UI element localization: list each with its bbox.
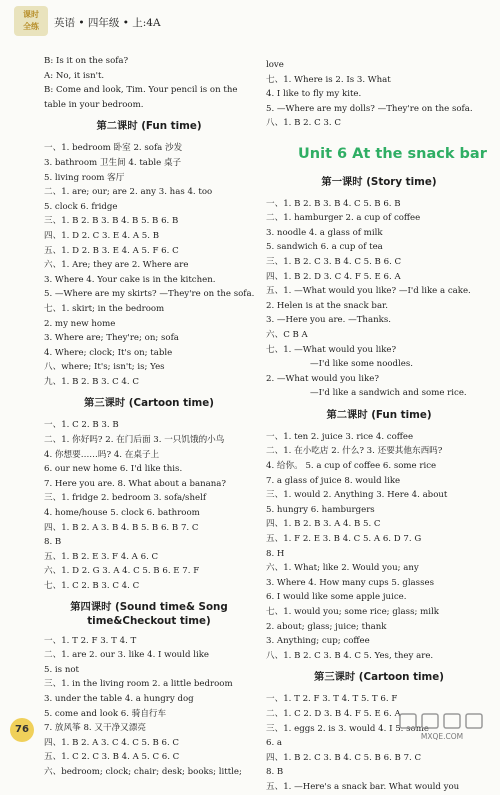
answer-line: 二、1. hamburger 2. a cup of coffee: [266, 213, 421, 224]
answer-line: 2. —What would you like?: [266, 373, 379, 384]
answer-line: 五、1. D 2. B 3. E 4. A 5. F 6. C: [44, 245, 179, 256]
answer-line: 5. sandwich 6. a cup of tea: [266, 242, 383, 253]
answer-line: 5. —Where are my dolls? —They're on the sofa.: [266, 103, 473, 114]
section-title-cartoon-time: 第三课时 (Cartoon time): [84, 397, 214, 410]
book-logo: [14, 6, 48, 36]
answer-line: 七、1. would you; some rice; glass; milk: [266, 607, 439, 617]
answer-line: 七、1. —What would you like?: [266, 344, 397, 355]
watermark-glyph-icon: [394, 711, 490, 731]
answer-line: 3. Where are; They're; on; sofa: [44, 333, 179, 344]
answer-line: 3. Anything; cup; coffee: [266, 636, 370, 647]
answer-line: 6. a: [266, 738, 283, 749]
answer-line: 三、1. B 2. B 3. B 4. B 5. B 6. B: [44, 216, 179, 227]
answer-line: 五、1. F 2. E 3. B 4. C 5. A 6. D 7. G: [266, 534, 422, 545]
answer-line: 七、1. C 2. B 3. C 4. C: [44, 581, 140, 591]
answer-line: 二、1. are; our; are 2. any 3. has 4. too: [44, 187, 213, 198]
answer-line: 7. 放风筝 8. 又干净又漂亮: [44, 723, 146, 734]
answer-line: 三、1. fridge 2. bedroom 3. sofa/shelf: [44, 493, 207, 504]
answer-line: 二、1. are 2. our 3. like 4. I would like: [44, 650, 209, 661]
answer-line: 一、1. T 2. F 3. T 4. T 5. T 6. F: [266, 694, 398, 705]
section-title-story-time: 第一课时 (Story time): [321, 175, 437, 188]
section-title-sound-song-checkout: 第四课时 (Sound time& Song time&Checkout time): [70, 600, 228, 627]
answer-line: 4. home/house 5. clock 6. bathroom: [44, 508, 200, 519]
answer-line: B: Come and look, Tim. Your pencil is on the: [44, 85, 238, 96]
answer-line: 七、1. Where is 2. Is 3. What: [266, 74, 391, 85]
answer-line: —I'd like a sandwich and some rice.: [310, 388, 467, 399]
answer-line: 五、1. B 2. E 3. F 4. A 6. C: [44, 551, 159, 562]
answer-line: 8. B: [266, 767, 284, 778]
answer-line: 4. Where; clock; It's on; table: [44, 347, 173, 358]
answer-line: 六、C B A: [266, 329, 308, 340]
answer-line: 八、1. B 2. C 3. C: [266, 118, 341, 129]
answer-line: 五、1. —Here's a snack bar. What would you: [266, 781, 460, 792]
answer-line: 7. a glass of juice 8. would like: [266, 475, 401, 486]
answer-line: 二、1. 你好吗? 2. 在门后面 3. 一只饥饿的小鸟: [44, 435, 225, 446]
answer-line: 三、1. eggs 2. is 3. would 4. I 5. some: [266, 723, 429, 734]
answer-line: 3. —Here you are. —Thanks.: [266, 315, 391, 326]
answer-line: 5. living room 客厅: [44, 172, 125, 183]
answer-line: 四、1. B 2. B 3. A 4. B 5. C: [266, 519, 381, 530]
logo-text-top: 课时: [23, 10, 39, 19]
answer-line: 一、1. ten 2. juice 3. rice 4. coffee: [266, 431, 414, 442]
answer-line: 六、1. What; like 2. Would you; any: [266, 563, 419, 574]
answer-line: 2. my new home: [44, 318, 116, 329]
answer-line: 五、1. C 2. C 3. B 4. A 5. C 6. C: [44, 752, 180, 763]
answer-line: 八、where; It's; isn't; is; Yes: [44, 362, 165, 373]
logo-text-bottom: 全练: [23, 22, 39, 31]
answer-line: 6. our new home 6. I'd like this.: [44, 464, 183, 475]
answer-line: 六、1. Are; they are 2. Where are: [44, 260, 189, 271]
answer-line: 四、1. B 2. D 3. C 4. F 5. E 6. A: [266, 271, 401, 282]
answer-line: 二、1. C 2. D 3. B 4. F 5. E 6. A: [266, 708, 401, 719]
answer-line: B: Is it on the sofa?: [44, 56, 129, 66]
answer-line: 二、1. 在小吃店 2. 什么? 3. 还要其他东西吗?: [266, 446, 443, 457]
answer-line: 4. 你想要……吗? 4. 在桌子上: [44, 449, 160, 460]
answer-line: 六、1. D 2. G 3. A 4. C 5. B 6. E 7. F: [44, 566, 200, 577]
answer-line: 5. come and look 6. 骑自行车: [44, 708, 167, 719]
answer-line: table in your bedroom.: [44, 99, 144, 110]
answer-line: —I'd like some noodles.: [310, 359, 414, 370]
answer-line: 3. Where 4. How many cups 5. glasses: [266, 577, 435, 588]
right-column: [266, 58, 492, 795]
answer-line: 一、1. bedroom 卧室 2. sofa 沙发: [44, 143, 183, 154]
answer-line: 2. about; glass; juice; thank: [266, 621, 387, 632]
answer-line: 5. is not: [44, 664, 79, 675]
answer-line: 7. Here you are. 8. What about a banana?: [44, 478, 227, 489]
answer-line: 四、1. B 2. A 3. C 4. C 5. B 6. C: [44, 737, 179, 748]
answer-line: 3. Where 4. Your cake is in the kitchen.: [44, 274, 216, 285]
section-title-cartoon-time: 第三课时 (Cartoon time): [314, 671, 444, 684]
answer-line: 3. noodle 4. a glass of milk: [266, 227, 383, 238]
left-column: [44, 54, 254, 780]
answer-line: 八、1. B 2. C 3. B 4. C 5. Yes, they are.: [266, 650, 434, 661]
answer-line: 5. —Where are my skirts? —They're on the sofa.: [44, 289, 255, 300]
answer-line: 四、1. D 2. C 3. E 4. A 5. B: [44, 230, 160, 241]
answer-line: 四、1. B 2. A 3. B 4. B 5. B 6. B 7. C: [44, 522, 199, 533]
answer-line: 三、1. would 2. Anything 3. Here 4. about: [266, 490, 448, 501]
watermark-text: MXQE.COM: [420, 732, 464, 741]
answer-line: 五、1. —What would you like? —I'd like a cake.: [266, 286, 471, 297]
answer-line: love: [266, 60, 284, 70]
answer-line: 九、1. B 2. B 3. C 4. C: [44, 376, 139, 387]
answer-line: 4. 给你。 5. a cup of coffee 6. some rice: [266, 461, 437, 472]
section-title-fun-time: 第二课时 (Fun time): [326, 408, 432, 421]
watermark-logo: [394, 711, 490, 741]
answer-line: 8. B: [44, 537, 62, 548]
answer-line: 七、1. skirt; in the bedroom: [44, 303, 165, 314]
answer-line: 四、1. B 2. C 3. B 4. C 5. B 6. B 7. C: [266, 752, 422, 763]
unit-title: Unit 6 At the snack bar: [298, 145, 487, 162]
book-title: 英语 • 四年级 • 上:4A: [54, 17, 161, 29]
answer-line: 4. I like to fly my kite.: [266, 89, 362, 100]
answer-line: 8. H: [266, 548, 285, 559]
answer-line: A: No, it isn't.: [44, 70, 105, 81]
answer-line: 一、1. C 2. B 3. B: [44, 420, 119, 431]
section-title-fun-time: 第二课时 (Fun time): [96, 120, 202, 133]
answer-line: 六、bedroom; clock; chair; desk; books; little;: [44, 766, 242, 777]
page-number: 76: [10, 718, 34, 742]
answer-line: 6. I would like some apple juice.: [266, 592, 407, 603]
answer-line: 一、1. T 2. F 3. T 4. T: [44, 635, 137, 646]
answer-line: 三、1. in the living room 2. a little bedroom: [44, 679, 233, 690]
answer-line: 三、1. B 2. C 3. B 4. C 5. B 6. C: [266, 256, 402, 267]
answer-line: 5. clock 6. fridge: [44, 201, 118, 212]
answer-line: 5. hungry 6. hamburgers: [266, 504, 375, 515]
answer-line: 2. Helen is at the snack bar.: [266, 300, 388, 311]
answer-line: 一、1. B 2. B 3. B 4. C 5. B 6. B: [266, 198, 401, 209]
page-header: [14, 6, 254, 36]
answer-line: 3. bathroom 卫生间 4. table 桌子: [44, 157, 182, 168]
answer-line: 3. under the table 4. a hungry dog: [44, 693, 194, 704]
